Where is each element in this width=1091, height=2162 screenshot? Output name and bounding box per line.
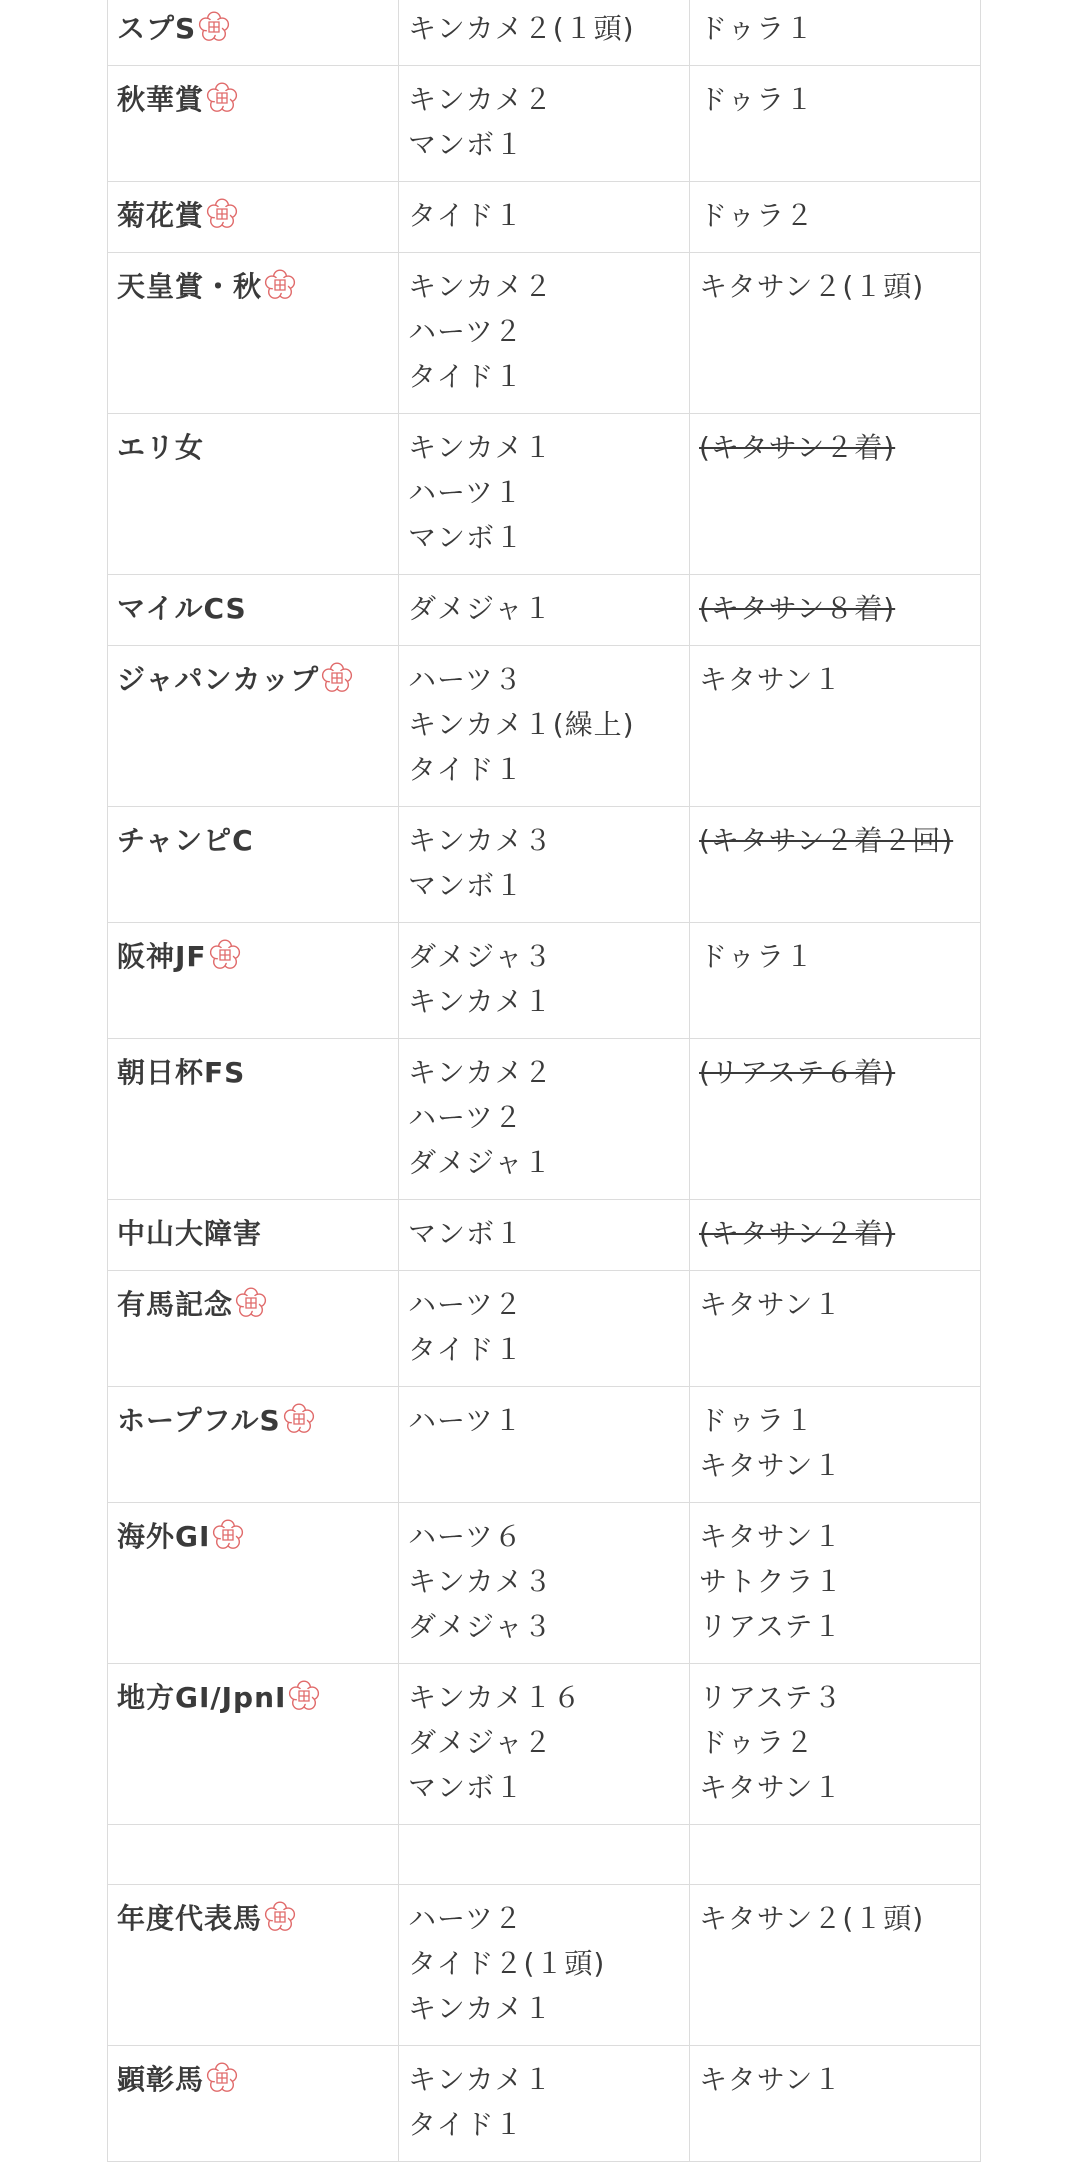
race-name-cell <box>108 1503 399 1664</box>
sire-win-entry: ダメジャ１ <box>408 592 553 625</box>
race-name-cell <box>108 1885 399 2046</box>
table-row <box>108 923 981 1039</box>
race-name: エリ女 <box>117 431 205 464</box>
sire-win-entry: キンカメ１ <box>408 2063 553 2096</box>
new-sire-win-entry: ドゥラ１ <box>699 940 815 973</box>
race-name-cell <box>108 807 399 923</box>
race-name-cell <box>108 1271 399 1387</box>
race-name: ジャパンカップ <box>117 663 320 696</box>
new-sire-win-entry: キタサン１ <box>699 1449 843 1482</box>
race-name-cell <box>108 2046 399 2162</box>
race-name: マイルCS <box>117 592 247 625</box>
sire-win-entry: ダメジャ３ <box>408 940 553 973</box>
sire-win-entry: ハーツ６ <box>408 1520 523 1553</box>
sire-wins-cell <box>399 1664 690 1825</box>
sire-win-entry: キンカメ２ <box>408 1056 553 1089</box>
sire-wins-cell <box>399 1825 690 1885</box>
new-sire-wins-cell <box>690 1387 981 1503</box>
race-name-cell <box>108 182 399 253</box>
race-name-cell <box>108 646 399 807</box>
sire-win-entry: ハーツ２ <box>408 1101 523 1134</box>
sire-win-entry: マンボ１ <box>408 1771 525 1804</box>
sire-win-entry: キンカメ１ <box>408 985 553 1018</box>
new-sire-wins-cell <box>690 807 981 923</box>
table-row <box>108 1387 981 1503</box>
sire-wins-cell <box>399 182 690 253</box>
race-name-cell <box>108 66 399 182</box>
sire-win-entry: キンカメ１６ <box>408 1681 582 1714</box>
table-row <box>108 575 981 646</box>
sire-win-entry: マンボ１ <box>408 128 525 161</box>
new-sire-win-entry: キタサン１ <box>699 1771 843 1804</box>
new-sire-wins-cell <box>690 1825 981 1885</box>
new-sire-wins-cell <box>690 2046 981 2162</box>
new-sire-win-entry: キタサン１ <box>699 1520 843 1553</box>
race-name-cell <box>108 1039 399 1200</box>
race-name-cell <box>108 414 399 575</box>
sire-win-entry: マンボ１ <box>408 521 525 554</box>
sakura-flower-icon <box>209 939 241 971</box>
new-sire-win-entry: リアステ３ <box>699 1681 843 1714</box>
race-name-cell <box>108 1825 399 1885</box>
sire-wins-cell <box>399 1387 690 1503</box>
sire-wins-cell <box>399 1039 690 1200</box>
table-row <box>108 1200 981 1271</box>
sire-win-entry: タイド１ <box>408 199 524 232</box>
sire-win-entry: ダメジャ１ <box>408 1146 553 1179</box>
new-sire-wins-cell <box>690 1885 981 2046</box>
sire-win-entry: ハーツ２ <box>408 1288 523 1321</box>
sire-wins-cell <box>399 807 690 923</box>
sire-wins-cell <box>399 1885 690 2046</box>
sakura-flower-icon <box>321 662 353 694</box>
new-sire-wins-cell <box>690 1664 981 1825</box>
struck-result-entry: (キタサン２着) <box>699 431 896 464</box>
struck-result-entry: (キタサン２着２回) <box>699 824 954 857</box>
sire-win-entry: キンカメ２(１頭) <box>408 12 635 45</box>
struck-result-entry: (キタサン２着) <box>699 1217 896 1250</box>
race-name-cell <box>108 1664 399 1825</box>
sire-win-entry: マンボ１ <box>408 1217 525 1250</box>
race-name: 顕彰馬 <box>117 2063 205 2096</box>
new-sire-wins-cell <box>690 0 981 66</box>
sakura-flower-icon <box>206 82 238 114</box>
new-sire-win-entry: ドゥラ１ <box>699 12 815 45</box>
sire-win-entry: ハーツ２ <box>408 1902 523 1935</box>
race-name: 有馬記念 <box>117 1288 234 1321</box>
sakura-flower-icon <box>288 1680 320 1712</box>
table-row <box>108 1825 981 1885</box>
sire-win-entry: タイド１ <box>408 2108 524 2141</box>
sire-wins-cell <box>399 2046 690 2162</box>
sire-win-entry: ハーツ２ <box>408 315 523 348</box>
sire-win-entry: ダメジャ３ <box>408 1610 553 1643</box>
sire-win-entry: マンボ１ <box>408 869 525 902</box>
race-name: 秋華賞 <box>117 83 205 116</box>
struck-result-entry: (キタサン８着) <box>699 592 896 625</box>
race-name-cell <box>108 1200 399 1271</box>
struck-result-entry: (リアステ６着) <box>699 1056 896 1089</box>
sakura-flower-icon <box>235 1287 267 1319</box>
race-name: 菊花賞 <box>117 199 205 232</box>
sakura-flower-icon <box>212 1519 244 1551</box>
sire-wins-cell <box>399 1200 690 1271</box>
sire-win-entry: タイド１ <box>408 360 524 393</box>
new-sire-wins-cell <box>690 1271 981 1387</box>
new-sire-wins-cell <box>690 1200 981 1271</box>
table-body <box>108 0 981 2162</box>
new-sire-wins-cell <box>690 575 981 646</box>
sire-win-entry: ダメジャ２ <box>408 1726 553 1759</box>
new-sire-win-entry: キタサン１ <box>699 663 843 696</box>
sire-wins-cell <box>399 414 690 575</box>
table-row <box>108 253 981 414</box>
sire-wins-cell <box>399 575 690 646</box>
table-row <box>108 807 981 923</box>
race-name: スプS <box>117 12 197 45</box>
sakura-flower-icon <box>283 1403 315 1435</box>
sire-win-entry: キンカメ１ <box>408 1992 553 2025</box>
race-name-cell <box>108 1387 399 1503</box>
sire-win-entry: キンカメ３ <box>408 1565 553 1598</box>
race-name-cell <box>108 0 399 66</box>
table-row <box>108 1885 981 2046</box>
sire-win-entry: キンカメ２ <box>408 270 553 303</box>
table-row <box>108 1664 981 1825</box>
table-row <box>108 2046 981 2162</box>
sakura-flower-icon <box>264 1901 296 1933</box>
sire-wins-cell <box>399 646 690 807</box>
new-sire-wins-cell <box>690 1039 981 1200</box>
sire-wins-cell <box>399 0 690 66</box>
sire-wins-cell <box>399 923 690 1039</box>
sire-wins-cell <box>399 1503 690 1664</box>
race-name: 年度代表馬 <box>117 1902 263 1935</box>
sire-wins-cell <box>399 66 690 182</box>
new-sire-win-entry: キタサン１ <box>699 2063 843 2096</box>
sire-wins-cell <box>399 253 690 414</box>
new-sire-win-entry: リアステ１ <box>699 1610 843 1643</box>
sakura-flower-icon <box>264 269 296 301</box>
race-name: 地方GI/JpnI <box>117 1681 287 1714</box>
race-name-cell <box>108 923 399 1039</box>
sire-win-entry: キンカメ１(繰上) <box>408 708 635 741</box>
sire-win-entry: タイド２(１頭) <box>408 1947 606 1980</box>
sire-win-entry: タイド１ <box>408 753 524 786</box>
race-name: 中山大障害 <box>117 1217 263 1250</box>
sire-win-entry: タイド１ <box>408 1333 524 1366</box>
sire-win-entry: ハーツ３ <box>408 663 523 696</box>
table-row <box>108 414 981 575</box>
race-name-cell <box>108 253 399 414</box>
sakura-flower-icon <box>198 11 230 43</box>
sire-win-entry: ハーツ１ <box>408 476 523 509</box>
table-row <box>108 1503 981 1664</box>
sire-win-entry: キンカメ３ <box>408 824 553 857</box>
sire-win-entry: キンカメ１ <box>408 431 553 464</box>
new-sire-win-entry: サトクラ１ <box>699 1565 844 1598</box>
table-row <box>108 1271 981 1387</box>
new-sire-wins-cell <box>690 1503 981 1664</box>
new-sire-wins-cell <box>690 253 981 414</box>
new-sire-wins-cell <box>690 182 981 253</box>
race-name: チャンピC <box>117 824 254 857</box>
new-sire-wins-cell <box>690 66 981 182</box>
sakura-flower-icon <box>206 198 238 230</box>
new-sire-win-entry: ドゥラ１ <box>699 83 815 116</box>
sire-win-entry: ハーツ１ <box>408 1404 523 1437</box>
new-sire-wins-cell <box>690 414 981 575</box>
race-name: 朝日杯FS <box>117 1056 246 1089</box>
new-sire-win-entry: キタサン２(１頭) <box>699 1902 925 1935</box>
new-sire-wins-cell <box>690 646 981 807</box>
table-row <box>108 646 981 807</box>
new-sire-win-entry: ドゥラ１ <box>699 1404 815 1437</box>
race-name-cell <box>108 575 399 646</box>
sire-results-table <box>107 0 981 2162</box>
new-sire-wins-cell <box>690 923 981 1039</box>
table-row <box>108 0 981 66</box>
sakura-flower-icon <box>206 2062 238 2094</box>
race-name: ホープフルS <box>117 1404 281 1437</box>
sire-wins-cell <box>399 1271 690 1387</box>
table-row <box>108 66 981 182</box>
race-name: 天皇賞・秋 <box>117 270 263 303</box>
race-name: 阪神JF <box>117 940 207 973</box>
race-name: 海外GI <box>117 1520 211 1553</box>
new-sire-win-entry: ドゥラ２ <box>699 199 815 232</box>
new-sire-win-entry: キタサン２(１頭) <box>699 270 925 303</box>
new-sire-win-entry: キタサン１ <box>699 1288 843 1321</box>
new-sire-win-entry: ドゥラ２ <box>699 1726 815 1759</box>
table-row <box>108 182 981 253</box>
table-row <box>108 1039 981 1200</box>
sire-win-entry: キンカメ２ <box>408 83 553 116</box>
